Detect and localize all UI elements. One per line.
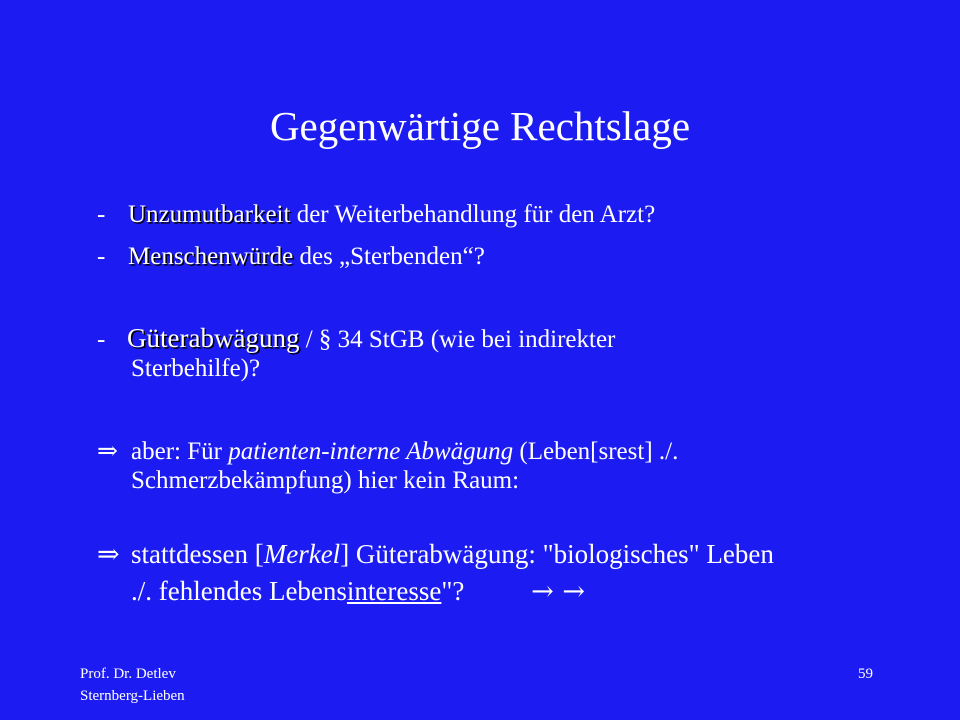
implication-aber	[97, 436, 678, 467]
bullet-dash: -	[97, 326, 106, 353]
bullet-dash: -	[97, 243, 106, 270]
implication-italic: Merkel	[263, 539, 341, 569]
term-menschenwuerde: Menschenwürde	[128, 243, 294, 270]
implication-aber-continuation: Schmerzbekämpfung) hier kein Raum:	[131, 467, 520, 494]
implication-rest: ] Güterabwägung: "biologisches" Leben	[340, 539, 774, 569]
page-number: 59	[858, 666, 873, 682]
author-line-2: Sternberg-Lieben	[80, 688, 185, 704]
continuation-suffix: "?	[441, 576, 465, 606]
bullet-gueterabwaegung	[97, 323, 615, 355]
slide-title: Gegenwärtige Rechtslage	[269, 103, 691, 149]
term-gueterabwaegung: Güterabwägung	[127, 323, 300, 353]
author-line-1: Prof. Dr. Detlev	[80, 666, 176, 682]
footer-author	[80, 663, 185, 707]
bullet-text: der Weiterbehandlung für den Arzt?	[296, 201, 656, 228]
implication-lead: aber: Für	[131, 438, 222, 465]
implication-italic: patienten-interne Abwägung	[228, 438, 514, 465]
implication-lead: stattdessen [	[131, 539, 264, 569]
bullet-menschenwuerde	[97, 242, 485, 272]
implies-icon: ⇒	[97, 539, 120, 570]
bullet-text: / § 34 StGB (wie bei indirekter	[305, 326, 616, 353]
bullet-gueterabwaegung-continuation: Sterbehilfe)?	[131, 355, 261, 382]
implication-rest: (Leben[srest] ./.	[519, 438, 679, 465]
arrows-icon: → →	[531, 576, 585, 607]
bullet-text: des „Sterbenden“?	[299, 243, 485, 270]
bullet-dash: -	[97, 201, 106, 228]
implication-stattdessen	[97, 538, 774, 571]
implies-icon: ⇒	[97, 436, 118, 465]
implication-stattdessen-continuation	[131, 575, 585, 608]
continuation-prefix: ./. fehlendes Lebens	[131, 576, 347, 606]
bullet-unzumutbarkeit	[97, 200, 655, 230]
continuation-underlined: interesse	[346, 576, 442, 606]
term-unzumutbarkeit: Unzumutbarkeit	[128, 201, 291, 228]
